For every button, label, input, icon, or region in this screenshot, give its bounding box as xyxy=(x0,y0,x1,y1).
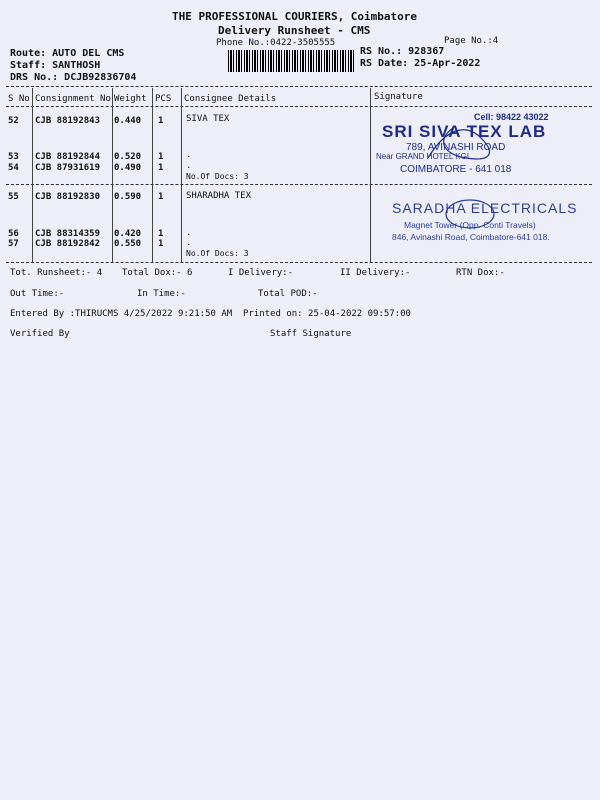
first-delivery: I Delivery:- xyxy=(228,268,294,278)
runsheet-subtitle: Delivery Runsheet - CMS xyxy=(218,24,371,37)
rs-date: RS Date: 25-Apr-2022 xyxy=(360,58,481,69)
in-time: In Time:- xyxy=(137,289,186,299)
signature-scribble xyxy=(426,118,496,164)
row-consignment: CJB 88192830 xyxy=(35,192,101,202)
row-pcs: 1 xyxy=(158,116,164,126)
consignee-name: SHARADHA TEX xyxy=(186,191,252,201)
col-consignee: Consignee Details xyxy=(184,94,277,104)
row-weight: 0.490 xyxy=(114,163,142,173)
rtn-dox: RTN Dox:- xyxy=(456,268,505,278)
row-consignment: CJB 88314359 xyxy=(35,229,101,239)
consignee-name: SIVA TEX xyxy=(186,114,230,124)
row-sno: 53 xyxy=(8,152,19,162)
row-weight: 0.520 xyxy=(114,152,142,162)
barcode xyxy=(228,50,356,72)
row-pcs: 1 xyxy=(158,163,164,173)
row-consignment: CJB 88192844 xyxy=(35,152,101,162)
out-time: Out Time:- xyxy=(10,289,65,299)
verified-by: Verified By xyxy=(10,329,70,339)
row-sno: 56 xyxy=(8,229,19,239)
row-pcs: 1 xyxy=(158,192,164,202)
row-consignment: CJB 88192842 xyxy=(35,239,101,249)
total-runsheet: Tot. Runsheet:- 4 xyxy=(10,268,103,278)
row-pcs: 1 xyxy=(158,239,164,249)
row-weight: 0.420 xyxy=(114,229,142,239)
staff-signature: Staff Signature xyxy=(270,329,352,339)
row-weight: 0.590 xyxy=(114,192,142,202)
total-dox: Total Dox:- 6 xyxy=(122,268,193,278)
signature-stamp: Cell: 98422 43022 SRI SIVA TEX LAB 789, AVINASHI ROAD Near GRAND HOTEL KGL COIMBATORE - 641 018 xyxy=(376,112,549,175)
row-sno: 54 xyxy=(8,163,19,173)
col-consignment: Consignment No xyxy=(35,94,111,104)
row-sno: 52 xyxy=(8,116,19,126)
row-detail: . xyxy=(186,228,192,238)
row-consignment: CJB 88192843 xyxy=(35,116,101,126)
row-sno: 57 xyxy=(8,239,19,249)
signature-scribble xyxy=(440,196,500,236)
company-title: THE PROFESSIONAL COURIERS, Coimbatore xyxy=(172,10,418,23)
row-weight: 0.440 xyxy=(114,116,142,126)
docs-count: No.Of Docs: 3 xyxy=(186,172,249,181)
row-weight: 0.550 xyxy=(114,239,142,249)
col-weight: Weight xyxy=(114,94,147,104)
row-detail: . xyxy=(186,161,192,171)
total-pod: Total POD:- xyxy=(258,289,318,299)
staff-name: Staff: SANTHOSH xyxy=(10,60,101,71)
row-consignment: CJB 87931619 xyxy=(35,163,101,173)
route: Route: AUTO DEL CMS xyxy=(10,48,125,59)
row-pcs: 1 xyxy=(158,229,164,239)
second-delivery: II Delivery:- xyxy=(340,268,411,278)
page-number: Page No.:4 xyxy=(444,36,499,46)
printed-on: Printed on: 25-04-2022 09:57:00 xyxy=(243,309,411,319)
row-pcs: 1 xyxy=(158,152,164,162)
phone-number: Phone No.:0422-3505555 xyxy=(216,38,336,48)
entered-by: Entered By :THIRUCMS 4/25/2022 9:21:50 AM xyxy=(10,309,233,319)
signature-stamp: SARADHA ELECTRICALS Magnet Tower (Opp. Conti Travels) 846, Avinashi Road, Coimbatore-641 018. xyxy=(390,200,590,252)
row-sno: 55 xyxy=(8,192,19,202)
docs-count: No.Of Docs: 3 xyxy=(186,249,249,258)
row-detail: . xyxy=(186,150,192,160)
rs-number: RS No.: 928367 xyxy=(360,46,445,57)
row-detail: . xyxy=(186,238,192,248)
col-sno: S No xyxy=(8,94,30,104)
drs-number: DRS No.: DCJB92836704 xyxy=(10,72,137,83)
col-signature: Signature xyxy=(374,92,423,102)
col-pcs: PCS xyxy=(155,94,172,104)
